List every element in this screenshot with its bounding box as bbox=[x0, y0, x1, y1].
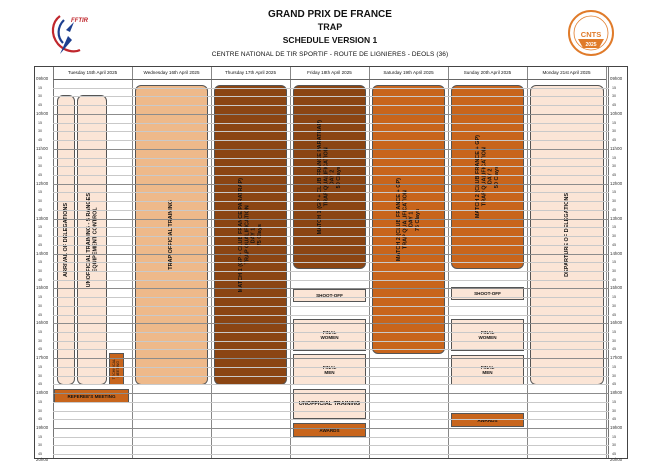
hour-label: 18h00 bbox=[610, 390, 623, 396]
hour-label: 11h00 bbox=[610, 145, 622, 151]
hour-label: 19h00 bbox=[610, 425, 623, 430]
quarter-gridline bbox=[53, 105, 609, 106]
hour-label: 15h00 bbox=[36, 285, 49, 291]
quarter-label: 45 bbox=[38, 103, 42, 108]
quarter-label: 30 bbox=[38, 268, 42, 273]
quarter-gridline bbox=[53, 454, 609, 455]
hour-label: 12h00 bbox=[36, 180, 49, 186]
quarter-gridline bbox=[53, 123, 609, 124]
quarter-label: 45 bbox=[612, 172, 616, 177]
quarter-label: 30 bbox=[38, 338, 42, 343]
quarter-gridline bbox=[53, 402, 609, 403]
quarter-label: 15 bbox=[612, 120, 616, 125]
quarter-label: 30 bbox=[38, 199, 42, 204]
quarter-label: 15 bbox=[38, 260, 42, 265]
event-technical-meeting: TECHNICAL MEETING bbox=[109, 353, 124, 385]
quarter-gridline bbox=[53, 166, 609, 167]
hour-label: 19h00 bbox=[36, 425, 49, 430]
quarter-gridline bbox=[53, 280, 609, 281]
quarter-gridline bbox=[53, 192, 609, 193]
quarter-label: 30 bbox=[612, 94, 616, 99]
hour-label: 09h00 bbox=[36, 76, 49, 81]
quarter-gridline bbox=[53, 306, 609, 307]
cnts-logo-text: CNTS bbox=[580, 30, 602, 39]
event-shoot-off-friday: SHOOT-OFF bbox=[293, 289, 366, 302]
day-header-monday: Monday 21st April 2025 bbox=[527, 67, 606, 80]
hour-label: 09h00 bbox=[610, 76, 623, 81]
event-final-men-sunday: FINAL MEN bbox=[451, 355, 524, 385]
quarter-label: 30 bbox=[38, 234, 42, 239]
event-match2-day1: MATCH 2 (CLUB FRANCE + GP) TRAP QUALIFICATION DAY 1 75 Clays bbox=[372, 85, 445, 354]
quarter-label: 15 bbox=[612, 330, 616, 335]
quarter-gridline bbox=[53, 175, 609, 176]
quarter-gridline bbox=[53, 262, 609, 263]
quarter-label: 15 bbox=[612, 190, 616, 195]
event-final-men-friday: FINAL MEN bbox=[293, 354, 366, 385]
day-header-tuesday: Tuesday 15th April 2025 bbox=[53, 67, 132, 80]
hour-gridline bbox=[53, 184, 609, 185]
federation-logo bbox=[44, 10, 90, 58]
quarter-gridline bbox=[53, 349, 609, 350]
quarter-label: 45 bbox=[612, 312, 616, 317]
quarter-gridline bbox=[53, 419, 609, 420]
quarter-label: 30 bbox=[38, 129, 42, 134]
hour-label: 16h00 bbox=[610, 320, 623, 326]
hour-label: 20h00 bbox=[610, 456, 623, 462]
quarter-gridline bbox=[53, 158, 609, 159]
quarter-label: 15 bbox=[38, 120, 42, 125]
quarter-gridline bbox=[53, 227, 609, 228]
quarter-label: 15 bbox=[38, 399, 42, 404]
quarter-label: 45 bbox=[38, 172, 42, 177]
hour-label: 13h00 bbox=[36, 215, 49, 221]
quarter-gridline bbox=[53, 245, 609, 246]
quarter-label: 45 bbox=[612, 277, 616, 282]
quarter-label: 30 bbox=[612, 199, 616, 204]
quarter-label: 30 bbox=[612, 303, 616, 308]
event-match1-day1: MATCH 1 (GP + CLUB FRANCE PARATRAP) TRAP QUALIFICATION DAY 1 75 Clays bbox=[214, 85, 287, 385]
event-final-women-friday: FINAL WOMEN bbox=[293, 319, 366, 351]
quarter-label: 45 bbox=[38, 452, 42, 457]
quarter-gridline bbox=[53, 271, 609, 272]
quarter-label: 15 bbox=[38, 330, 42, 335]
quarter-label: 30 bbox=[38, 443, 42, 448]
quarter-gridline bbox=[53, 297, 609, 298]
quarter-label: 45 bbox=[38, 417, 42, 422]
quarter-label: 15 bbox=[38, 190, 42, 195]
quarter-label: 45 bbox=[38, 312, 42, 317]
schedule-version: SCHEDULE VERSION 1 bbox=[282, 35, 378, 45]
quarter-label: 45 bbox=[612, 417, 616, 422]
hour-label: 17h00 bbox=[36, 355, 49, 361]
hour-label: 12h00 bbox=[610, 180, 623, 186]
quarter-label: 30 bbox=[38, 303, 42, 308]
quarter-gridline bbox=[53, 411, 609, 412]
event-unofficial-training-friday: UNOFFICIAL TRAINING bbox=[293, 389, 366, 419]
event-awards-friday: AWARDS bbox=[293, 423, 366, 437]
quarter-label: 30 bbox=[612, 268, 616, 273]
quarter-label: 15 bbox=[38, 155, 42, 160]
quarter-label: 45 bbox=[612, 242, 616, 247]
federation-logo-text: FFTIR bbox=[71, 18, 88, 24]
quarter-label: 30 bbox=[38, 164, 42, 169]
event-final-women-sunday: FINAL WOMEN bbox=[451, 319, 524, 351]
cnts-logo bbox=[566, 8, 616, 58]
hour-label: 11h00 bbox=[36, 145, 48, 151]
quarter-label: 30 bbox=[612, 129, 616, 134]
day-header-sunday: Sunday 20th April 2025 bbox=[448, 67, 527, 80]
time-axis-left bbox=[35, 67, 54, 462]
quarter-label: 15 bbox=[38, 364, 42, 369]
hour-gridline bbox=[53, 288, 609, 289]
hour-label: 10h00 bbox=[610, 110, 623, 116]
quarter-gridline bbox=[53, 437, 609, 438]
quarter-label: 45 bbox=[612, 347, 616, 352]
hour-label: 15h00 bbox=[610, 285, 623, 291]
quarter-label: 15 bbox=[612, 225, 616, 230]
quarter-label: 45 bbox=[612, 382, 616, 387]
hour-gridline bbox=[53, 358, 609, 359]
quarter-label: 15 bbox=[612, 399, 616, 404]
quarter-label: 15 bbox=[38, 434, 42, 439]
quarter-label: 45 bbox=[38, 242, 42, 247]
quarter-label: 30 bbox=[612, 338, 616, 343]
hour-gridline bbox=[53, 393, 609, 394]
event-match1-day2: MATCH 1 (GP + CLUB FRANCE PARATRAP) TRAP QUALIFICATION DAY 2 50 Clays bbox=[293, 85, 366, 269]
quarter-label: 30 bbox=[612, 373, 616, 378]
quarter-gridline bbox=[53, 131, 609, 132]
quarter-label: 45 bbox=[38, 347, 42, 352]
quarter-label: 15 bbox=[612, 260, 616, 265]
day-header-saturday: Saturday 19th April 2025 bbox=[369, 67, 448, 80]
event-unofficial-training: UNOFFICIAL TRAINING - 5 RANGES EQUIPEMENT CONTROL bbox=[77, 95, 107, 385]
quarter-label: 15 bbox=[612, 295, 616, 300]
quarter-gridline bbox=[53, 96, 609, 97]
hour-gridline bbox=[53, 428, 609, 429]
quarter-label: 30 bbox=[612, 443, 616, 448]
quarter-label: 30 bbox=[612, 164, 616, 169]
quarter-gridline bbox=[53, 445, 609, 446]
hour-label: 13h00 bbox=[610, 215, 623, 221]
quarter-label: 45 bbox=[612, 207, 616, 212]
quarter-label: 15 bbox=[38, 295, 42, 300]
quarter-label: 30 bbox=[612, 408, 616, 413]
schedule-grid bbox=[34, 66, 628, 462]
hour-gridline bbox=[53, 149, 609, 150]
hour-label: 14h00 bbox=[36, 250, 49, 256]
quarter-label: 15 bbox=[38, 85, 42, 90]
event-match2-day2: MATCH 2 (CLUB FRANCE + GP) TRAP QUALIFICATION DAY 2 50 Clays bbox=[451, 85, 524, 269]
quarter-label: 45 bbox=[38, 277, 42, 282]
event-awards-sunday: AWARDS bbox=[451, 413, 524, 427]
discipline-title: TRAP bbox=[317, 22, 343, 32]
quarter-label: 30 bbox=[38, 94, 42, 99]
hour-gridline bbox=[53, 323, 609, 324]
quarter-label: 45 bbox=[38, 138, 42, 143]
hour-label: 10h00 bbox=[36, 110, 49, 116]
event-shoot-off-sunday: SHOOT-OFF bbox=[451, 287, 524, 300]
quarter-gridline bbox=[53, 315, 609, 316]
cnts-logo-year: 2025 bbox=[585, 42, 597, 48]
hour-label: 20h00 bbox=[36, 456, 49, 462]
event-trap-official-training: TRAP OFFICIAL TRAINING bbox=[135, 85, 208, 385]
hour-label: 17h00 bbox=[610, 355, 623, 361]
day-header-thursday: Thursday 17th April 2025 bbox=[211, 67, 290, 80]
quarter-label: 15 bbox=[612, 364, 616, 369]
quarter-label: 45 bbox=[612, 452, 616, 457]
hour-gridline bbox=[53, 219, 609, 220]
quarter-gridline bbox=[53, 341, 609, 342]
quarter-label: 45 bbox=[612, 138, 616, 143]
hour-label: 14h00 bbox=[610, 250, 623, 256]
page-title: GRAND PRIX DE FRANCE bbox=[268, 9, 392, 20]
quarter-gridline bbox=[53, 88, 609, 89]
quarter-label: 30 bbox=[38, 408, 42, 413]
quarter-gridline bbox=[53, 236, 609, 237]
quarter-label: 30 bbox=[38, 373, 42, 378]
quarter-label: 15 bbox=[38, 225, 42, 230]
hour-label: 18h00 bbox=[36, 390, 49, 396]
quarter-gridline bbox=[53, 332, 609, 333]
quarter-gridline bbox=[53, 376, 609, 377]
event-departure-of-delegations: DEPARTURE OF DELEGATIONS bbox=[530, 85, 604, 385]
hour-gridline bbox=[53, 114, 609, 115]
quarter-label: 45 bbox=[38, 382, 42, 387]
event-referees-meeting: REFEREE'S MEETING bbox=[54, 389, 129, 403]
time-axis-right bbox=[608, 67, 627, 462]
quarter-label: 30 bbox=[612, 234, 616, 239]
quarter-label: 15 bbox=[612, 155, 616, 160]
day-header-friday: Friday 18th April 2025 bbox=[290, 67, 369, 80]
venue-line: CENTRE NATIONAL DE TIR SPORTIF - ROUTE DE LIGNIERES - DEOLS (36) bbox=[211, 51, 449, 58]
quarter-label: 15 bbox=[612, 434, 616, 439]
quarter-gridline bbox=[53, 201, 609, 202]
quarter-label: 45 bbox=[38, 207, 42, 212]
day-header-wednesday: Wednesday 16th April 2025 bbox=[132, 67, 211, 80]
quarter-gridline bbox=[53, 367, 609, 368]
quarter-gridline bbox=[53, 140, 609, 141]
quarter-gridline bbox=[53, 384, 609, 385]
hour-gridline bbox=[53, 254, 609, 255]
quarter-label: 45 bbox=[612, 103, 616, 108]
quarter-gridline bbox=[53, 210, 609, 211]
quarter-label: 15 bbox=[612, 85, 616, 90]
hour-label: 16h00 bbox=[36, 320, 49, 326]
event-arrival-of-delegations: ARRIVAL OF DELEGATIONS bbox=[57, 95, 75, 385]
